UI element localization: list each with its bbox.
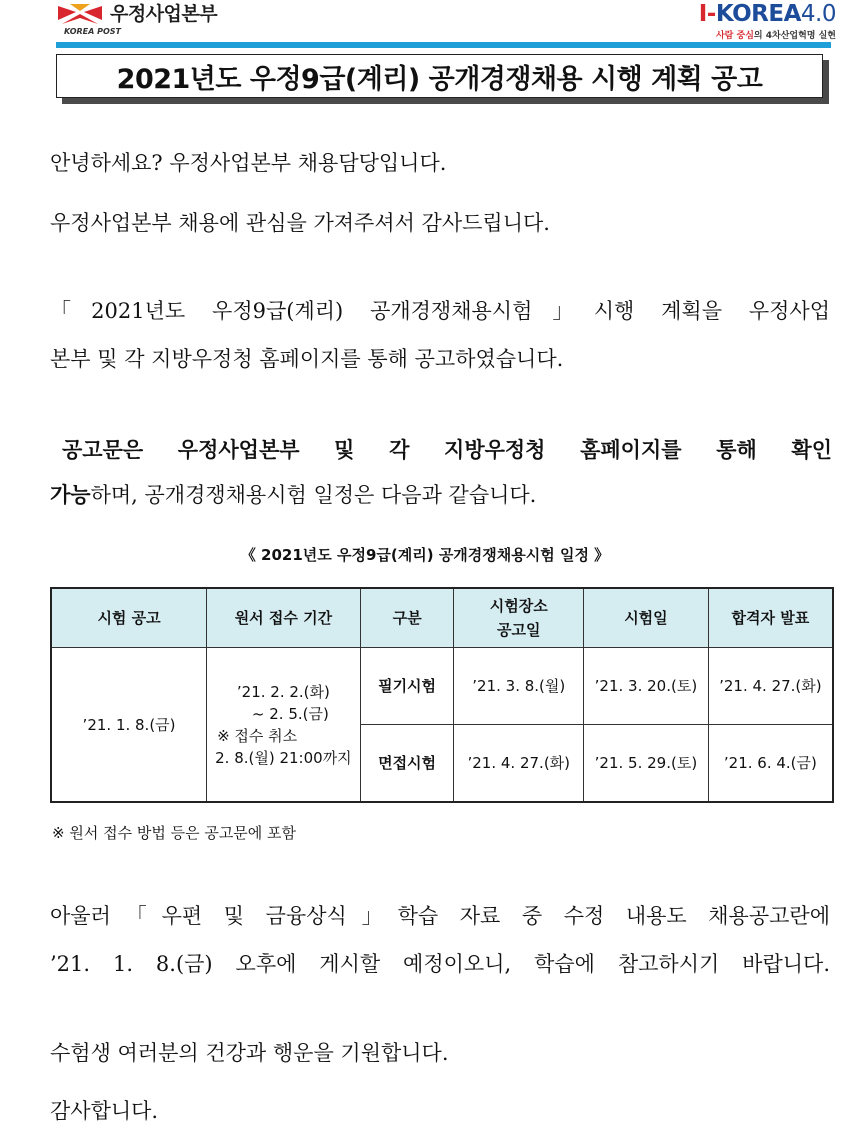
slogan — [699, 28, 836, 41]
row-exam: ’21. 5. 29.(토) — [584, 725, 709, 803]
korea-post-emblem-icon — [56, 2, 106, 32]
row-venue: ’21. 4. 27.(화) — [454, 725, 584, 803]
ikorea-korea: KOREA — [715, 1, 801, 27]
addendum-line-2: ’21. 1. 8.(금) 오후에 게시할 예정이오니, 학습에 참고하시기 바랍니다. — [50, 952, 830, 976]
application-period-cell — [207, 648, 361, 803]
header-venue — [454, 588, 584, 648]
row-result: ’21. 4. 27.(화) — [708, 648, 833, 725]
row-type: 면접시험 — [360, 725, 454, 803]
table-header-row — [51, 588, 833, 648]
ikorea-version: 4.0 — [800, 1, 836, 27]
header-venue-line2: 공고일 — [497, 621, 541, 639]
application-line1: ’21. 2. 2.(화) — [236, 682, 330, 701]
application-line2: ~ 2. 5.(금) — [251, 704, 329, 723]
announcement-line-1: 「2021년도 우정9급(계리) 공개경쟁채용시험」시행 계획을 우정사업 — [50, 299, 830, 323]
row-exam: ’21. 3. 20.(토) — [584, 648, 709, 725]
header-notice: 시험 공고 — [51, 588, 207, 648]
greeting-paragraph: 안녕하세요? 우정사업본부 채용담당입니다. — [50, 151, 447, 175]
logo-name: 우정사업본부 — [110, 3, 218, 25]
i-korea-logo — [699, 0, 836, 41]
table-row — [51, 648, 833, 725]
header-divider — [56, 42, 831, 48]
addendum-line-1: 아울러「우편 및 금융상식」학습 자료 중 수정 내용도 채용공고란에 — [50, 904, 830, 928]
page-title: 2021년도 우정9급(계리) 공개경쟁채용 시행 계획 공고 — [116, 63, 763, 95]
header-application: 원서 접수 기간 — [207, 588, 361, 648]
page-header — [0, 0, 850, 110]
notice-line-2 — [50, 482, 830, 508]
title-box — [56, 54, 823, 98]
schedule-table — [50, 587, 834, 803]
closing-paragraph: 감사합니다. — [50, 1099, 159, 1123]
application-line3: ※ 접수 취소 — [217, 726, 298, 745]
ikorea-i: I- — [698, 1, 716, 27]
header-exam-date: 시험일 — [584, 588, 709, 648]
wishes-paragraph: 수험생 여러분의 건강과 행운을 기원합니다. — [50, 1041, 449, 1065]
header-result: 합격자 발표 — [708, 588, 833, 648]
slogan-part1: 사람 중심 — [715, 31, 754, 41]
notice-line-2-rest: 하며, 공개경쟁채용시험 일정은 다음과 같습니다. — [90, 483, 537, 507]
announcement-line-2: 본부 및 각 지방우정청 홈페이지를 통해 공고하였습니다. — [50, 347, 564, 371]
korea-post-logo — [56, 2, 217, 36]
notice-date-cell: ’21. 1. 8.(금) — [51, 648, 207, 803]
header-type: 구분 — [360, 588, 454, 648]
notice-line-2-bold: 가능 — [50, 483, 91, 507]
application-line4: 2. 8.(월) 21:00까지 — [215, 748, 352, 767]
schedule-note: ※ 원서 접수 방법 등은 공고문에 포함 — [52, 824, 297, 842]
notice-line-1: 공고문은 우정사업본부 및 각 지방우정청 홈페이지를 통해 확인 — [62, 438, 832, 462]
row-result: ’21. 6. 4.(금) — [708, 725, 833, 803]
thanks-paragraph: 우정사업본부 채용에 관심을 가져주셔서 감사드립니다. — [50, 211, 550, 235]
header-venue-line1: 시험장소 — [489, 597, 548, 615]
row-type: 필기시험 — [360, 648, 454, 725]
row-venue: ’21. 3. 8.(월) — [454, 648, 584, 725]
schedule-title: 《 2021년도 우정9급(계리) 공개경쟁채용시험 일정 》 — [240, 546, 610, 564]
logo-subtitle: KOREA POST — [64, 27, 121, 36]
slogan-part2: 의 4차산업혁명 실현 — [753, 31, 836, 41]
